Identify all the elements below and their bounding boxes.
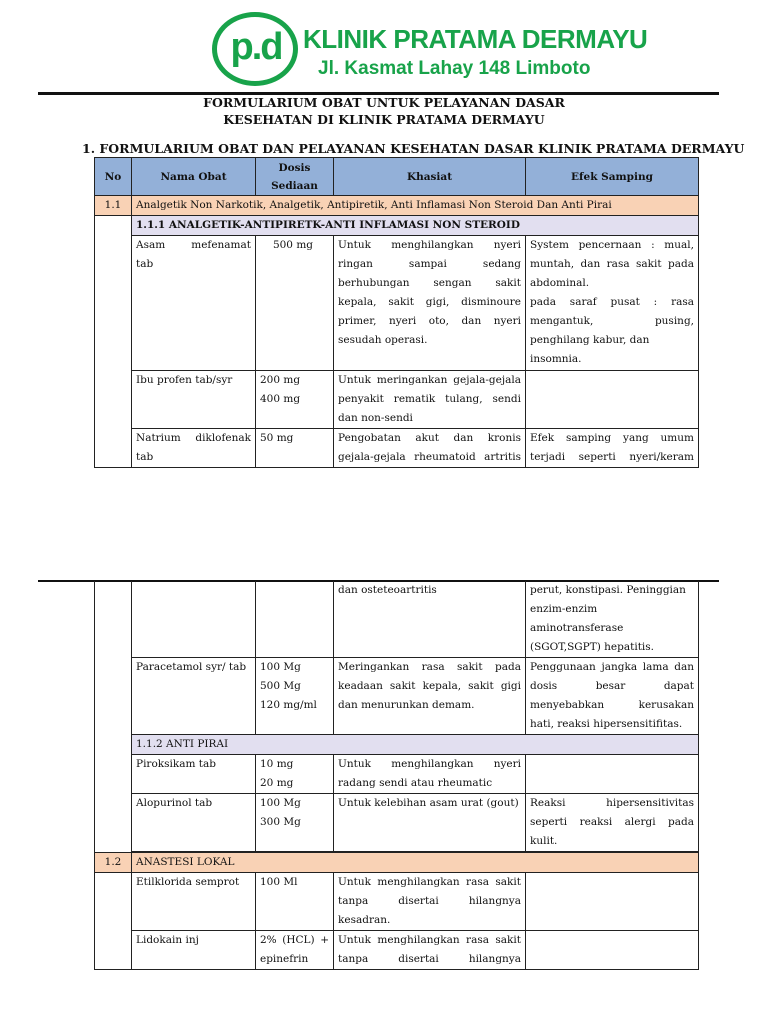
clinic-name: KLINIK PRATAMA DERMAYU <box>303 24 648 54</box>
dose-line: 10 mg <box>260 758 294 770</box>
efficacy-line: dan osteteoartritis <box>338 584 437 596</box>
col-header-khasiat: Khasiat <box>334 158 526 196</box>
efficacy-line: radang sendi atau rheumatic <box>338 777 493 789</box>
no-cell-empty <box>95 581 132 853</box>
side-effect-line: Efek samping yang umum <box>530 432 694 444</box>
side-effect-line: pada saraf pusat : rasa <box>530 296 694 308</box>
dose-line: 500 Mg <box>260 680 301 692</box>
drug-name-cell <box>132 755 256 794</box>
dose-cell-empty <box>256 581 334 658</box>
side-effect-line: abdominal. <box>530 277 590 289</box>
table-row <box>95 755 699 794</box>
document-title-line2: KESEHATAN DI KLINIK PRATAMA DERMAYU <box>223 112 545 127</box>
col-header-nama-obat: Nama Obat <box>132 158 256 196</box>
col-header-no: No <box>95 158 132 196</box>
col-header-dosis-line1: Dosis <box>278 161 311 174</box>
no-cell-empty <box>95 873 132 970</box>
dose-line: 200 mg <box>260 374 301 386</box>
drug-name-cell <box>132 429 256 468</box>
table-row <box>95 873 699 931</box>
dose-line: 120 mg/ml <box>260 699 317 711</box>
dose-cell <box>256 429 334 468</box>
dose-line: 400 mg <box>260 393 301 405</box>
dose-cell <box>256 931 334 970</box>
drug-name-line: Paracetamol syr/ tab <box>136 661 247 673</box>
side-effect-line: perut, konstipasi. Peninggian <box>530 584 686 596</box>
efficacy-line: gejala-gejala rheumatoid artritis <box>338 451 521 463</box>
drug-name-line: tab <box>136 258 154 270</box>
side-effect-line: menyebabkan kerusakan <box>530 699 694 711</box>
dose-line: 100 Mg <box>260 661 301 673</box>
drug-name-cell <box>132 794 256 852</box>
drug-name-line: Piroksikam tab <box>136 758 216 770</box>
side-effect-cell <box>526 236 699 371</box>
table-row <box>95 658 699 735</box>
drug-name-cell <box>132 236 256 371</box>
dose-cell <box>256 371 334 429</box>
side-effect-line: hati, reaksi hipersensitifitas. <box>530 718 683 730</box>
dose-line: 300 Mg <box>260 816 301 828</box>
side-effect-cell <box>526 658 699 735</box>
side-effect-line: aminotransferase <box>530 622 624 634</box>
dose-line: 2% (HCL) + <box>260 934 329 946</box>
drug-name-line: Asam mefenamat <box>136 239 251 251</box>
efficacy-cell <box>334 755 526 794</box>
side-effect-line: terjadi seperti nyeri/keram <box>530 451 694 463</box>
clinic-logo-mark: p.d <box>230 26 282 68</box>
drug-name-cell <box>132 371 256 429</box>
efficacy-line: Untuk menghilangkan rasa sakit <box>338 934 521 946</box>
dose-cell <box>256 658 334 735</box>
dose-cell <box>256 755 334 794</box>
side-effect-cell-empty <box>526 931 699 970</box>
subcategory-label: 1.1.2 ANTI PIRAI <box>132 735 699 755</box>
section-number: 1. <box>82 141 96 156</box>
efficacy-line: Untuk kelebihan asam urat (gout) <box>338 797 519 809</box>
side-effect-line: mengantuk, pusing, <box>530 315 694 327</box>
clinic-address: Jl. Kasmat Lahay 148 Limboto <box>318 58 591 79</box>
dose-cell <box>256 873 334 931</box>
efficacy-line: dan menurunkan demam. <box>338 699 475 711</box>
side-effect-line: Reaksi hipersensitivitas <box>530 797 694 809</box>
efficacy-cell <box>334 658 526 735</box>
side-effect-cell-empty <box>526 371 699 429</box>
section-heading <box>82 141 744 156</box>
table-row <box>95 371 699 429</box>
efficacy-line: kesadran. <box>338 914 391 926</box>
category-number: 1.2 <box>95 853 132 873</box>
drug-name-cell <box>132 931 256 970</box>
efficacy-line: primer, nyeri oto, dan nyeri <box>338 315 521 327</box>
efficacy-line: Meringankan rasa sakit pada <box>338 661 521 673</box>
efficacy-cell <box>334 429 526 468</box>
dose-line: epinefrin <box>260 953 309 965</box>
section-title: FORMULARIUM OBAT DAN PELAYANAN KESEHATAN DASAR KLINIK PRATAMA DERMAYU <box>99 141 745 156</box>
efficacy-line: penyakit rematik tulang, sendi <box>338 393 521 405</box>
document-title-line1: FORMULARIUM OBAT UNTUK PELAYANAN DASAR <box>203 95 565 110</box>
efficacy-line: keadaan sakit kepala, sakit gigi <box>338 680 521 692</box>
drug-name-line: Etilklorida semprot <box>136 876 240 888</box>
table-row <box>95 931 699 970</box>
side-effect-line: penghilang kabur, dan <box>530 334 650 346</box>
table-row <box>95 429 699 468</box>
side-effect-line: insomnia. <box>530 353 582 365</box>
side-effect-line: kulit. <box>530 835 558 847</box>
efficacy-cell <box>334 371 526 429</box>
formulary-table-page1 <box>94 157 699 468</box>
side-effect-cell <box>526 429 699 468</box>
efficacy-line: kepala, sakit gigi, disminoure <box>338 296 521 308</box>
formulary-table-page2 <box>94 581 699 970</box>
category-label: ANASTESI LOKAL <box>132 853 699 873</box>
efficacy-line: Untuk menghilangkan rasa sakit <box>338 876 521 888</box>
table-row <box>95 236 699 371</box>
subcategory-label: 1.1.1 ANALGETIK-ANTIPIRETK-ANTI INFLAMASI NON STEROID <box>132 216 699 236</box>
table-header-row <box>95 158 699 196</box>
dose-line: 20 mg <box>260 777 294 789</box>
side-effect-cell <box>526 794 699 852</box>
efficacy-line: berhubungan sengan sakit <box>338 277 521 289</box>
drug-name-line: Ibu profen tab/syr <box>136 374 233 386</box>
efficacy-line: tanpa disertai hilangnya <box>338 953 521 965</box>
side-effect-line: seperti reaksi alergi pada <box>530 816 694 828</box>
drug-name-cell <box>132 873 256 931</box>
drug-name-line: Natrium diklofenak <box>136 432 251 444</box>
drug-name-line: tab <box>136 451 154 463</box>
category-label: Analgetik Non Narkotik, Analgetik, Antipiretik, Anti Inflamasi Non Steroid Dan Anti Pirai <box>132 196 699 216</box>
side-effect-line: (SGOT,SGPT) hepatitis. <box>530 641 655 653</box>
efficacy-cell <box>334 581 526 658</box>
category-number: 1.1 <box>95 196 132 216</box>
efficacy-line: Untuk menghilangkan nyeri <box>338 758 521 770</box>
col-header-dosis <box>256 158 334 196</box>
subcategory-row <box>95 735 699 755</box>
efficacy-cell <box>334 236 526 371</box>
col-header-efek-samping: Efek Samping <box>526 158 699 196</box>
efficacy-cell <box>334 931 526 970</box>
drug-name-line: Alopurinol tab <box>136 797 213 809</box>
dose-line: 50 mg <box>260 432 294 444</box>
side-effect-line: System pencernaan : mual, <box>530 239 694 251</box>
table-row-continuation <box>95 581 699 658</box>
side-effect-line: enzim-enzim <box>530 603 598 615</box>
side-effect-line: Penggunaan jangka lama dan <box>530 661 694 673</box>
efficacy-cell <box>334 873 526 931</box>
dose-cell <box>256 236 334 371</box>
dose-line: 100 Ml <box>260 876 298 888</box>
table-row <box>95 794 699 852</box>
efficacy-line: sesudah operasi. <box>338 334 428 346</box>
dose-line: 100 Mg <box>260 797 301 809</box>
efficacy-line: ringan sampai sedang <box>338 258 521 270</box>
side-effect-cell-empty <box>526 873 699 931</box>
dose-cell <box>256 794 334 852</box>
efficacy-line: dan non-sendi <box>338 412 413 424</box>
efficacy-line: Untuk meringankan gejala-gejala <box>338 374 521 386</box>
col-header-dosis-line2: Sediaan <box>271 179 318 192</box>
efficacy-line: Untuk menghilangkan nyeri <box>338 239 521 251</box>
side-effect-line: muntah, dan rasa sakit pada <box>530 258 694 270</box>
efficacy-line: Pengobatan akut dan kronis <box>338 432 521 444</box>
side-effect-line: dosis besar dapat <box>530 680 694 692</box>
efficacy-line: tanpa disertai hilangnya <box>338 895 521 907</box>
drug-name-cell <box>132 658 256 735</box>
drug-name-line: Lidokain inj <box>136 934 199 946</box>
dose-line: 500 mg <box>272 239 313 251</box>
category-row <box>95 196 699 216</box>
no-cell-empty <box>95 216 132 468</box>
drug-name-cell-empty <box>132 581 256 658</box>
efficacy-cell <box>334 794 526 852</box>
side-effect-cell <box>526 581 699 658</box>
subcategory-row <box>95 216 699 236</box>
side-effect-cell-empty <box>526 755 699 794</box>
category-row <box>95 853 699 873</box>
